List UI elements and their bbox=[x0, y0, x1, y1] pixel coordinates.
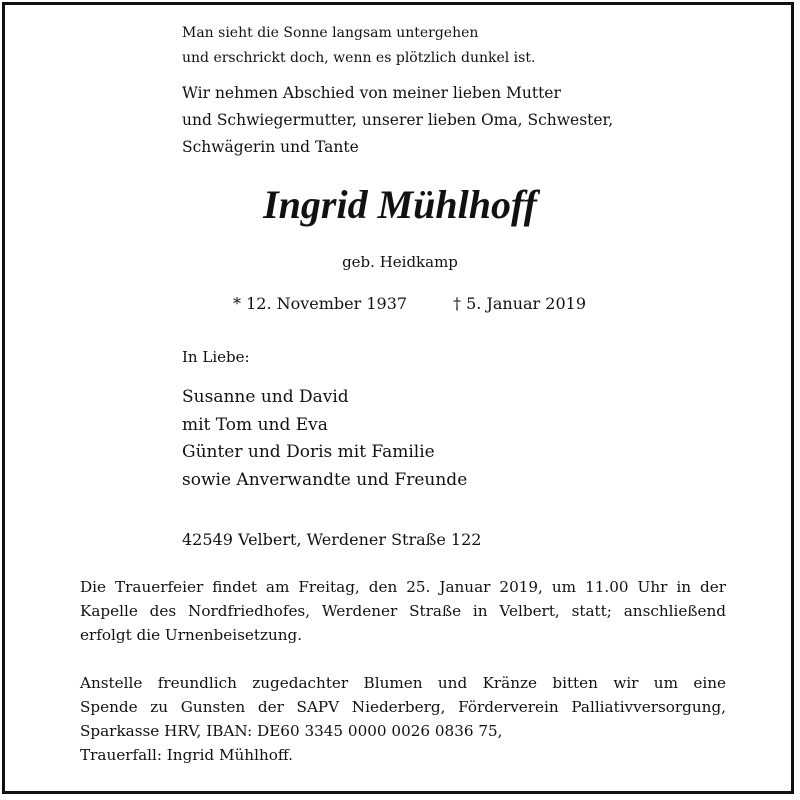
donation-line: Trauerfall: Ingrid Mühlhoff. bbox=[80, 746, 293, 764]
motto-verse bbox=[182, 21, 535, 71]
deceased-name: Ingrid Mühlhoff bbox=[263, 182, 537, 227]
mourner-entry: sowie Anverwandte und Freunde bbox=[182, 469, 468, 490]
service-line: erfolgt die Urnenbeisetzung. bbox=[80, 626, 303, 644]
mourner-entry: Günter und Doris mit Familie bbox=[182, 442, 435, 462]
mourner-entry: Susanne und David bbox=[182, 387, 349, 407]
intro-line: Wir nehmen Abschied von meiner lieben Mutter bbox=[182, 84, 561, 102]
donation-line: Anstelle freundlich zugedachter Blumen und Kränze bitten wir um eine bbox=[80, 674, 726, 692]
intro-line: Schwägerin und Tante bbox=[182, 138, 359, 156]
funeral-service-info bbox=[80, 575, 726, 647]
family-address: 42549 Velbert, Werdener Straße 122 bbox=[182, 530, 482, 549]
donation-line: Spende zu Gunsten der SAPV Niederberg, Förderverein Palliativversorgung, bbox=[80, 698, 726, 716]
motto-line: Man sieht die Sonne langsam untergehen bbox=[182, 25, 479, 41]
intro-line: und Schwiegermutter, unserer lieben Oma, Schwester, bbox=[182, 111, 614, 129]
service-line: Die Trauerfeier findet am Freitag, den 25. Januar 2019, um 11.00 Uhr in der bbox=[80, 578, 726, 596]
mourner-entry: mit Tom und Eva bbox=[182, 414, 328, 435]
donation-info bbox=[80, 671, 726, 767]
donation-line: Sparkasse HRV, IBAN: DE60 3345 0000 0026 0836 75, bbox=[80, 722, 503, 740]
mourners-intro: In Liebe: bbox=[182, 348, 250, 366]
service-line: Kapelle des Nordfriedhofes, Werdener Straße in Velbert, statt; anschließend bbox=[80, 602, 726, 620]
death-date: † 5. Januar 2019 bbox=[453, 294, 586, 313]
maiden-name: geb. Heidkamp bbox=[342, 253, 458, 271]
motto-line: und erschrickt doch, wenn es plötzlich dunkel ist. bbox=[182, 50, 536, 66]
mourners-list bbox=[182, 384, 467, 494]
birth-date: * 12. November 1937 bbox=[233, 294, 408, 313]
intro-text bbox=[182, 80, 613, 161]
